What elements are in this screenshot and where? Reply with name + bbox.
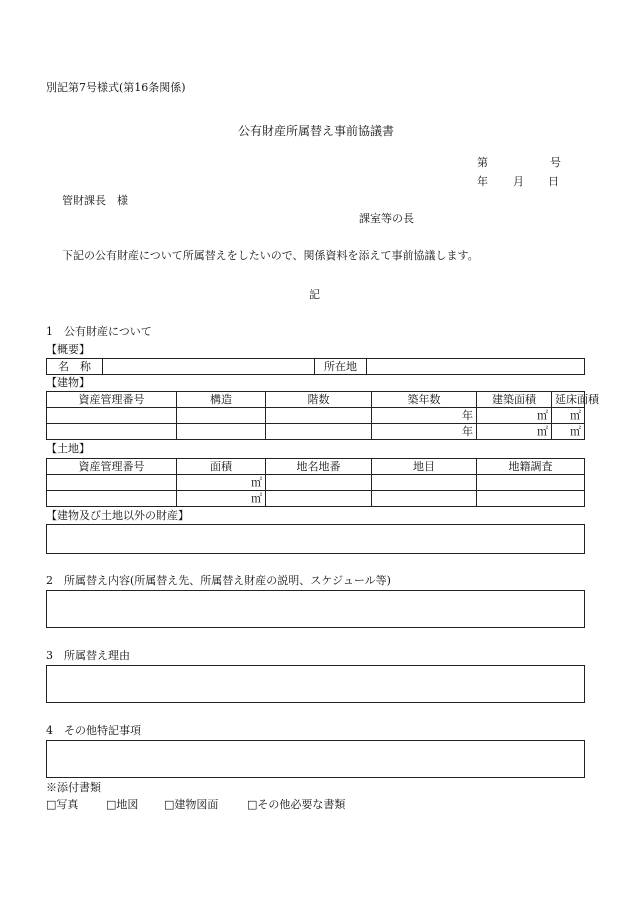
section2-heading: 2 所属替え内容(所属替え先、所属替え財産の説明、スケジュール等) — [46, 574, 391, 587]
sender: 課室等の長 — [359, 212, 414, 225]
area-unit: ㎡ — [537, 425, 548, 438]
building-table — [46, 391, 599, 440]
building-area-cell[interactable] — [477, 408, 552, 424]
year-unit: 年 — [462, 425, 473, 438]
ki-label: 記 — [309, 288, 320, 301]
land-area-cell[interactable] — [177, 475, 266, 491]
overview-table — [46, 358, 585, 375]
transfer-details-field[interactable] — [46, 590, 585, 628]
structure-cell[interactable] — [177, 408, 266, 424]
asset-no-cell[interactable] — [47, 491, 177, 507]
lot-number-cell[interactable] — [266, 491, 372, 507]
area-unit: ㎡ — [570, 409, 581, 422]
section3-heading: 3 所属替え理由 — [46, 649, 130, 662]
attachments-label: ※添付書類 — [46, 781, 101, 794]
transfer-reason-field[interactable] — [46, 665, 585, 703]
attachment-photo[interactable]: □写真 — [46, 798, 79, 811]
building-header-floors: 階数 — [266, 392, 372, 408]
land-header-asset-no: 資産管理番号 — [47, 459, 177, 475]
location-label: 所在地 — [315, 359, 367, 375]
land-area-cell[interactable] — [177, 491, 266, 507]
floors-cell[interactable] — [266, 408, 372, 424]
building-area-cell[interactable] — [477, 424, 552, 440]
doc-no-suffix: 号 — [550, 156, 561, 169]
age-cell[interactable] — [372, 408, 477, 424]
building-label: 【建物】 — [46, 376, 90, 389]
structure-cell[interactable] — [177, 424, 266, 440]
area-unit: ㎡ — [251, 492, 262, 505]
name-field[interactable] — [103, 359, 315, 375]
building-header-building-area: 建築面積 — [477, 392, 552, 408]
cadastral-survey-cell[interactable] — [477, 475, 585, 491]
asset-no-cell[interactable] — [47, 424, 177, 440]
attachment-other-documents[interactable]: □その他必要な書類 — [247, 798, 346, 811]
attachment-map[interactable]: □地図 — [106, 798, 139, 811]
land-table — [46, 458, 585, 507]
name-label: 名 称 — [47, 359, 103, 375]
floors-cell[interactable] — [266, 424, 372, 440]
table-row — [47, 408, 585, 424]
lot-number-cell[interactable] — [266, 475, 372, 491]
land-label: 【土地】 — [46, 442, 90, 455]
floor-area-cell[interactable] — [552, 424, 585, 440]
date-year: 年 — [477, 175, 488, 188]
building-header-asset-no: 資産管理番号 — [47, 392, 177, 408]
other-assets-label: 【建物及び土地以外の財産】 — [46, 509, 189, 522]
asset-no-cell[interactable] — [47, 408, 177, 424]
date-month: 月 — [513, 175, 524, 188]
floor-area-cell[interactable] — [552, 408, 585, 424]
date-day: 日 — [548, 175, 559, 188]
section1-heading: 1 公有財産について — [46, 325, 152, 338]
area-unit: ㎡ — [251, 476, 262, 489]
other-assets-field[interactable] — [46, 524, 585, 554]
land-category-cell[interactable] — [372, 475, 477, 491]
doc-no-label: 第 — [477, 156, 488, 169]
attachment-building-plan[interactable]: □建物図面 — [164, 798, 219, 811]
table-row — [47, 491, 585, 507]
land-header-cadastral-survey: 地籍調査 — [477, 459, 585, 475]
cadastral-survey-cell[interactable] — [477, 491, 585, 507]
other-notes-field[interactable] — [46, 740, 585, 778]
intro-text: 下記の公有財産について所属替えをしたいので、関係資料を添えて事前協議します。 — [62, 249, 479, 262]
land-header-lot-number: 地名地番 — [266, 459, 372, 475]
location-field[interactable] — [367, 359, 585, 375]
land-header-area: 面積 — [177, 459, 266, 475]
table-row — [47, 475, 585, 491]
page-title: 公有財産所属替え事前協議書 — [238, 124, 395, 138]
building-header-structure: 構造 — [177, 392, 266, 408]
land-category-cell[interactable] — [372, 491, 477, 507]
addressee: 管財課長 様 — [62, 194, 128, 207]
asset-no-cell[interactable] — [47, 475, 177, 491]
building-header-age: 築年数 — [372, 392, 477, 408]
age-cell[interactable] — [372, 424, 477, 440]
overview-label: 【概要】 — [46, 343, 90, 356]
area-unit: ㎡ — [537, 409, 548, 422]
year-unit: 年 — [462, 409, 473, 422]
table-row — [47, 424, 585, 440]
form-number: 別記第7号様式(第16条関係) — [46, 81, 186, 94]
area-unit: ㎡ — [570, 425, 581, 438]
section4-heading: 4 その他特記事項 — [46, 724, 141, 737]
building-header-floor-area: 延床面積 — [552, 392, 585, 408]
land-header-land-category: 地目 — [372, 459, 477, 475]
